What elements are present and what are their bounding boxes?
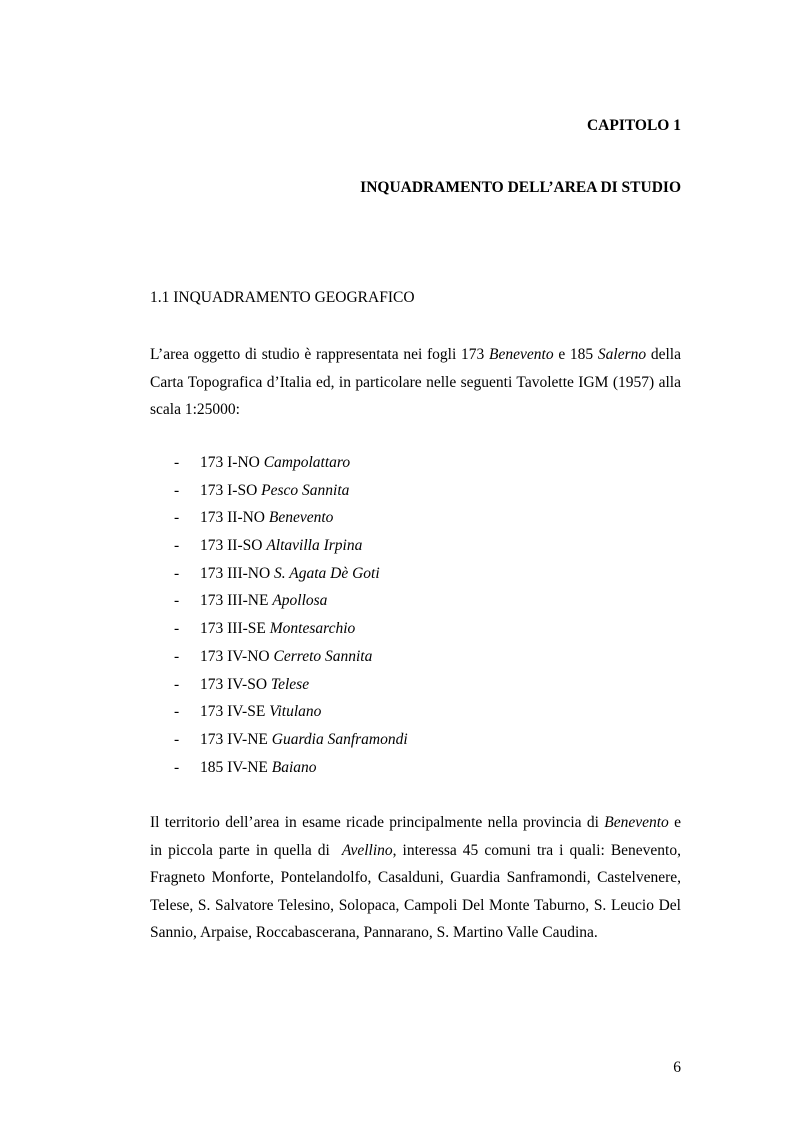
list-item — [174, 590, 408, 618]
territory-paragraph — [150, 809, 685, 947]
tavoletta-name: S. Agata Dè Goti — [274, 564, 380, 582]
list-bullet: - — [174, 758, 180, 776]
chapter-number: CAPITOLO 1 — [586, 117, 681, 134]
tavoletta-code: 173 IV-NE — [200, 730, 268, 748]
intro-text-1: L’area oggetto di studio è rappresentata nei fogli 173 — [150, 346, 490, 363]
tavoletta-code: 173 IV-SE — [200, 703, 266, 721]
tavoletta-name: Apollosa — [272, 592, 328, 610]
tavoletta-code: 173 III-NE — [200, 592, 269, 610]
list-item — [174, 563, 408, 591]
tavoletta-name: Cerreto Sannita — [273, 647, 373, 665]
list-item — [174, 729, 408, 757]
tavoletta-code: 173 I-NO — [200, 454, 260, 471]
tavoletta-name: Baiano — [271, 758, 317, 776]
territory-text-1: Il territorio dell’area in esame ricade principalmente nella provincia di — [150, 814, 605, 831]
intro-paragraph — [150, 341, 681, 424]
list-bullet: - — [174, 592, 180, 610]
list-item — [174, 701, 408, 729]
tavoletta-name: Pesco Sannita — [261, 481, 350, 499]
tavoletta-code: 173 II-SO — [200, 537, 263, 555]
list-bullet: - — [174, 675, 180, 693]
tavolette-list — [174, 452, 408, 784]
list-bullet: - — [174, 620, 180, 638]
list-bullet: - — [174, 647, 180, 665]
list-item — [174, 646, 408, 674]
sheet-name-2: Salerno — [597, 346, 647, 363]
tavoletta-name: Montesarchio — [269, 620, 356, 638]
list-bullet: - — [174, 537, 180, 555]
tavoletta-name: Guardia Sanframondi — [271, 730, 408, 748]
tavoletta-code: 173 II-NO — [200, 509, 265, 527]
list-bullet: - — [174, 730, 180, 748]
intro-text-3: della Carta Topografica d’Italia ed, in particolare nelle seguenti Tavolette IGM (1957) alla scala 1:25000: — [150, 346, 681, 418]
tavoletta-name: Telese — [270, 675, 310, 693]
tavoletta-code: 173 IV-NO — [200, 647, 270, 665]
page-number: 6 — [673, 1059, 681, 1076]
tavoletta-name: Benevento — [268, 509, 334, 527]
list-item — [174, 535, 408, 563]
chapter-title: INQUADRAMENTO DELL’AREA DI STUDIO — [360, 179, 681, 196]
tavoletta-code: 185 IV-NE — [200, 758, 268, 776]
territory-text-3: , interessa 45 comuni tra i quali: Benevento, Fragneto Monforte, Pontelandolfo, Casalduni, Guardia Sanframondi, Castelvenere, Telese, S. Salvatore Telesino, Solopaca, Campoli Del Monte Taburno, S. Leucio Del Sannio, Arpaise, Roccabascerana, Pannarano, S. Martino Valle Caudina. — [150, 841, 681, 941]
tavoletta-name: Altavilla Irpina — [266, 537, 363, 555]
list-bullet: - — [174, 509, 180, 527]
section-heading: 1.1 INQUADRAMENTO GEOGRAFICO — [150, 289, 415, 306]
list-item — [174, 452, 408, 480]
tavoletta-code: 173 III-NO — [200, 564, 271, 582]
list-item — [174, 480, 408, 508]
list-bullet: - — [174, 703, 180, 721]
list-item — [174, 674, 408, 702]
list-item — [174, 507, 408, 535]
intro-text-2: e 185 — [553, 346, 598, 363]
tavoletta-name: Campolattaro — [263, 454, 351, 471]
province-name-2: Avellino — [341, 841, 393, 859]
tavoletta-code: 173 III-SE — [200, 620, 266, 638]
territory-text-2: e in piccola parte in quella di — [150, 814, 685, 859]
tavoletta-name: Vitulano — [269, 703, 322, 721]
sheet-name-1: Benevento — [489, 346, 554, 363]
list-bullet: - — [174, 564, 180, 582]
province-name-1: Benevento — [604, 814, 669, 831]
list-bullet: - — [174, 454, 180, 471]
list-bullet: - — [174, 481, 180, 499]
tavoletta-code: 173 I-SO — [200, 481, 258, 499]
list-item — [174, 757, 408, 785]
tavoletta-code: 173 IV-SO — [200, 675, 268, 693]
list-item — [174, 618, 408, 646]
